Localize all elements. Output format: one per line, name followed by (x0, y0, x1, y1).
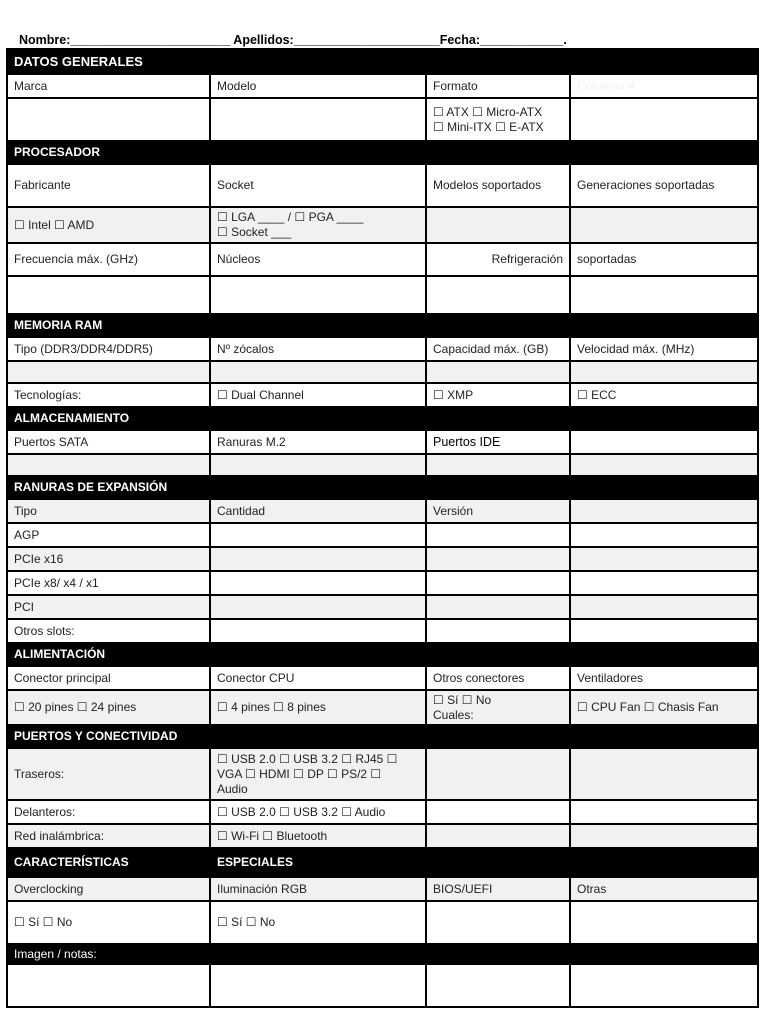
input-otros-slots-extra[interactable] (570, 619, 758, 643)
label-capacidad: Capacidad máx. (GB) (426, 337, 570, 361)
checkbox-xmp[interactable]: ☐ XMP (426, 383, 570, 407)
table-row (7, 337, 758, 361)
input-delanteros-extra-2[interactable] (570, 800, 758, 824)
input-red-extra-2[interactable] (570, 824, 758, 848)
label-iluminacion-rgb: Iluminación RGB (210, 877, 426, 901)
label-ventiladores: Ventiladores (570, 666, 758, 690)
input-pcie-x16-extra[interactable] (570, 547, 758, 571)
label-otros-slots: Otros slots: (7, 619, 210, 643)
table-row (7, 499, 758, 523)
label-cuales: Cuales: (433, 707, 474, 722)
traseros-options[interactable] (210, 748, 426, 800)
section-title-alimentacion: ALIMENTACIÓN (7, 643, 758, 666)
table-row (7, 800, 758, 824)
checkbox-red-inalambrica[interactable]: ☐ Wi-Fi ☐ Bluetooth (210, 824, 426, 848)
input-frecuencia[interactable] (7, 276, 210, 314)
section-memoria-ram (7, 314, 758, 337)
table-row (7, 454, 758, 476)
checkbox-pines-principal[interactable]: ☐ 20 pines ☐ 24 pines (7, 690, 210, 725)
table-row (7, 824, 758, 848)
label-refrigeracion: Refrigeración (426, 243, 570, 276)
table-row (7, 571, 758, 595)
label-tipo-ranura: Tipo (7, 499, 210, 523)
table-row (7, 164, 758, 207)
label-agp: AGP (7, 523, 210, 547)
label-soportadas: soportadas (570, 243, 758, 276)
label-formato: Formato (426, 74, 570, 98)
table-row (7, 361, 758, 383)
table-row (7, 276, 758, 314)
input-otras[interactable] (570, 901, 758, 944)
input-notas-2[interactable] (210, 964, 426, 1007)
label-pcie-x8-x4-x1: PCIe x8/ x4 / x1 (7, 571, 210, 595)
table-row (7, 207, 758, 243)
brand-options[interactable]: ☐ Intel ☐ AMD (7, 207, 210, 243)
section-title-procesador: PROCESADOR (7, 141, 758, 164)
input-agp-cantidad[interactable] (210, 523, 426, 547)
section-title-datos-generales: DATOS GENERALES (7, 49, 758, 74)
table-row (7, 666, 758, 690)
table-row (7, 98, 758, 141)
label-bios-uefi: BIOS/UEFI (426, 877, 570, 901)
input-pci-cantidad[interactable] (210, 595, 426, 619)
section-title-especiales: ESPECIALES (210, 848, 758, 877)
table-row (7, 877, 758, 901)
section-title-almacenamiento: ALMACENAMIENTO (7, 407, 758, 430)
table-row (7, 901, 758, 944)
label-cantidad: Cantidad (210, 499, 426, 523)
label-marca: Marca (7, 74, 210, 98)
section-ranuras-expansion (7, 476, 758, 499)
format-options-line-1: ☐ ATX ☐ Micro-ATX (433, 104, 543, 119)
table-row (7, 619, 758, 643)
label-fabricante: Fabricante (7, 164, 210, 207)
label-overclocking: Overclocking (7, 877, 210, 901)
label-tipo-ram: Tipo (DDR3/DDR4/DDR5) (7, 337, 210, 361)
label-generaciones-soportadas: Generaciones soportadas (570, 164, 758, 207)
table-row (7, 383, 758, 407)
otros-conectores-options[interactable] (426, 690, 570, 725)
label-columna-4: Columna 4 (570, 74, 758, 98)
checkbox-si-no[interactable]: ☐ Sí ☐ No (433, 692, 492, 707)
table-row (7, 243, 758, 276)
input-red-extra[interactable] (426, 824, 570, 848)
section-title-imagen-notas: Imagen / notas: (7, 944, 758, 964)
section-title-ranuras-expansion: RANURAS DE EXPANSIÓN (7, 476, 758, 499)
socket-options[interactable] (210, 207, 426, 243)
input-marca[interactable] (7, 98, 210, 141)
section-imagen-notas (7, 944, 758, 964)
format-options[interactable] (426, 98, 570, 141)
input-pcie-x16-cantidad[interactable] (210, 547, 426, 571)
input-expansion-extra[interactable] (570, 499, 758, 523)
input-nucleos[interactable] (210, 276, 426, 314)
table-row (7, 74, 758, 98)
label-delanteros: Delanteros: (7, 800, 210, 824)
label-pci: PCI (7, 595, 210, 619)
section-caracteristicas-especiales (7, 848, 758, 877)
input-pci-version[interactable] (426, 595, 570, 619)
label-traseros: Traseros: (7, 748, 210, 800)
input-pcie-x8-version[interactable] (426, 571, 570, 595)
input-modelos-soportados[interactable] (426, 207, 570, 243)
input-puertos-ide[interactable] (426, 454, 570, 476)
checkbox-ventiladores[interactable]: ☐ CPU Fan ☐ Chasis Fan (570, 690, 758, 725)
input-bios-uefi[interactable] (426, 901, 570, 944)
input-otros-slots-version[interactable] (426, 619, 570, 643)
label-tecnologias: Tecnologías: (7, 383, 210, 407)
input-tipo-ram[interactable] (7, 361, 210, 383)
input-agp-version[interactable] (426, 523, 570, 547)
label-red-inalambrica: Red inalámbrica: (7, 824, 210, 848)
section-datos-generales (7, 49, 758, 74)
input-refrigeracion[interactable] (426, 276, 570, 314)
checkbox-rgb[interactable]: ☐ Sí ☐ No (210, 901, 426, 944)
label-puertos-ide: Puertos IDE (426, 430, 570, 454)
input-notas-1[interactable] (7, 964, 210, 1007)
label-ranuras-m2: Ranuras M.2 (210, 430, 426, 454)
checkbox-delanteros[interactable]: ☐ USB 2.0 ☐ USB 3.2 ☐ Audio (210, 800, 426, 824)
input-notas-3[interactable] (426, 964, 570, 1007)
input-almacenamiento-extra-2[interactable] (570, 454, 758, 476)
input-otros-slots-cantidad[interactable] (210, 619, 426, 643)
checkbox-dual-channel[interactable]: ☐ Dual Channel (210, 383, 426, 407)
table-row (7, 690, 758, 725)
table-row (7, 964, 758, 1007)
checkbox-ecc[interactable]: ☐ ECC (570, 383, 758, 407)
input-zocalos[interactable] (210, 361, 426, 383)
section-puertos-conectividad (7, 725, 758, 748)
table-row (7, 595, 758, 619)
input-pcie-x16-version[interactable] (426, 547, 570, 571)
input-columna-4[interactable] (570, 98, 758, 141)
table-row (7, 748, 758, 800)
label-otras: Otras (570, 877, 758, 901)
table-row (7, 430, 758, 454)
section-title-caracteristicas: CARACTERÍSTICAS (7, 848, 210, 877)
checkbox-pines-cpu[interactable]: ☐ 4 pines ☐ 8 pines (210, 690, 426, 725)
checkbox-overclocking[interactable]: ☐ Sí ☐ No (7, 901, 210, 944)
label-velocidad: Velocidad máx. (MHz) (570, 337, 758, 361)
traseros-options-line-2: VGA ☐ HDMI ☐ DP ☐ PS/2 ☐ (217, 766, 382, 781)
input-modelo[interactable] (210, 98, 426, 141)
input-pcie-x8-cantidad[interactable] (210, 571, 426, 595)
format-options-line-2: ☐ Mini-ITX ☐ E-ATX (433, 119, 544, 134)
traseros-options-line-3: Audio (217, 781, 248, 796)
section-almacenamiento (7, 407, 758, 430)
label-frecuencia: Frecuencia máx. (GHz) (7, 243, 210, 276)
input-capacidad[interactable] (426, 361, 570, 383)
input-generaciones-soportadas[interactable] (570, 207, 758, 243)
input-pci-extra[interactable] (570, 595, 758, 619)
label-version: Versión (426, 499, 570, 523)
label-otros-conectores: Otros conectores (426, 666, 570, 690)
input-ranuras-m2[interactable] (210, 454, 426, 476)
label-conector-cpu: Conector CPU (210, 666, 426, 690)
label-conector-principal: Conector principal (7, 666, 210, 690)
input-puertos-sata[interactable] (7, 454, 210, 476)
section-procesador (7, 141, 758, 164)
table-row (7, 547, 758, 571)
label-nucleos: Núcleos (210, 243, 426, 276)
section-alimentacion (7, 643, 758, 666)
header-fields-line: Nombre:_______________________ Apellidos:_____________________Fecha:____________. (19, 33, 567, 47)
label-modelos-soportados: Modelos soportados (426, 164, 570, 207)
table-row (7, 523, 758, 547)
socket-options-line-1: ☐ LGA ____ / ☐ PGA ____ (217, 210, 364, 224)
input-velocidad[interactable] (570, 361, 758, 383)
input-traseros-extra-2[interactable] (570, 748, 758, 800)
label-modelo: Modelo (210, 74, 426, 98)
input-almacenamiento-extra[interactable] (570, 430, 758, 454)
input-pcie-x8-extra[interactable] (570, 571, 758, 595)
section-title-memoria-ram: MEMORIA RAM (7, 314, 758, 337)
input-soportadas[interactable] (570, 276, 758, 314)
section-title-puertos-conectividad: PUERTOS Y CONECTIVIDAD (7, 725, 758, 748)
label-zocalos: Nº zócalos (210, 337, 426, 361)
input-traseros-extra[interactable] (426, 748, 570, 800)
input-delanteros-extra[interactable] (426, 800, 570, 824)
label-socket: Socket (210, 164, 426, 207)
socket-options-line-2: ☐ Socket ___ (217, 225, 292, 239)
label-pcie-x16: PCIe x16 (7, 547, 210, 571)
input-agp-extra[interactable] (570, 523, 758, 547)
input-notas-4[interactable] (570, 964, 758, 1007)
traseros-options-line-1: ☐ USB 2.0 ☐ USB 3.2 ☐ RJ45 ☐ (217, 751, 398, 766)
label-puertos-sata: Puertos SATA (7, 430, 210, 454)
motherboard-form-table (6, 48, 759, 1008)
